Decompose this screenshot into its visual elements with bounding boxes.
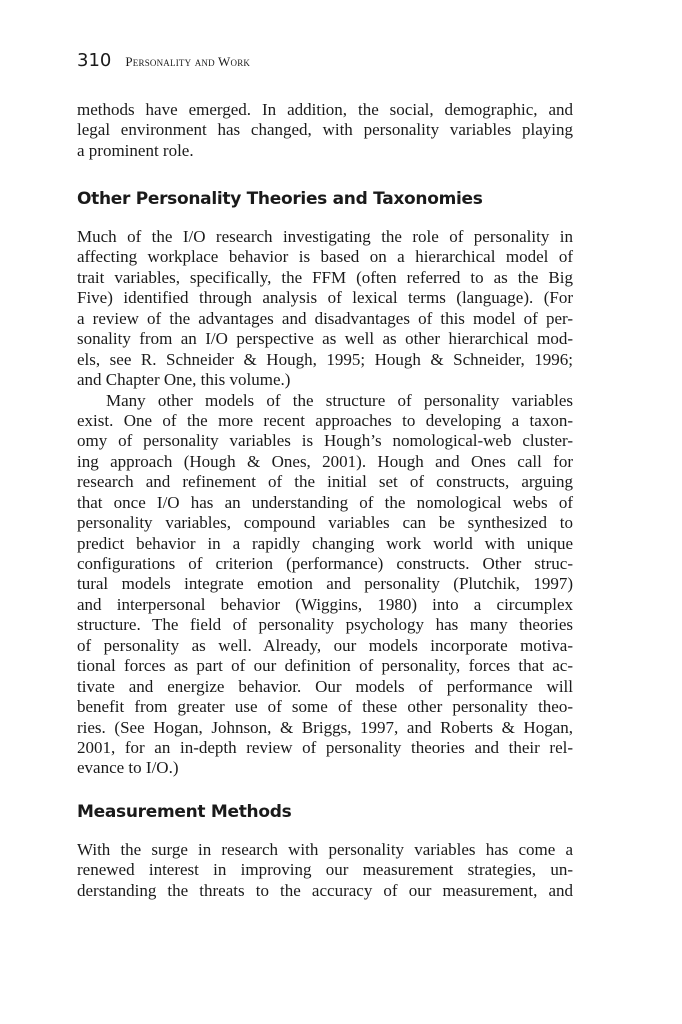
- text-line: els, see R. Schneider & Hough, 1995; Hough & Schneider, 1996;: [77, 349, 573, 369]
- text-line: exist. One of the more recent approaches to developing a taxon-: [77, 410, 573, 430]
- text-line: trait variables, specifically, the FFM (often referred to as the Big: [77, 267, 573, 287]
- text-line: Five) identified through analysis of lexical terms (language). (For: [77, 288, 573, 308]
- text-line: Many other models of the structure of personality variables: [106, 390, 573, 410]
- text-line: and Chapter One, this volume.): [77, 370, 291, 390]
- paragraph: [77, 227, 573, 391]
- section-body-measurement-methods: [77, 840, 573, 901]
- paragraph: [77, 391, 573, 779]
- text-line: configurations of criterion (performance) constructs. Other struc-: [77, 554, 573, 573]
- text-line: methods have emerged. In addition, the social, demographic, and: [77, 100, 573, 119]
- text-line: tional forces as part of our definition of personality, forces that ac-: [77, 656, 573, 676]
- running-header: [77, 50, 250, 71]
- page-number: 310: [77, 50, 112, 71]
- text-line: tivate and energize behavior. Our models of performance will: [77, 676, 573, 696]
- text-line: benefit from greater use of some of these other personality theo-: [77, 697, 573, 717]
- text-line: ing approach (Hough & Ones, 2001). Hough and Ones call for: [77, 451, 573, 471]
- text-line: of personality as well. Already, our models incorporate motiva-: [77, 635, 573, 655]
- text-line: affecting workplace behavior is based on a hierarchical model of: [77, 247, 573, 267]
- text-line: and interpersonal behavior (Wiggins, 1980) into a circumplex: [77, 594, 573, 614]
- text-line: tural models integrate emotion and personality (Plutchik, 1997): [77, 574, 573, 594]
- running-title: Personality and Work: [125, 54, 251, 69]
- section-heading-other-theories: Other Personality Theories and Taxonomies: [77, 189, 483, 209]
- text-line: predict behavior in a rapidly changing work world with unique: [77, 533, 573, 553]
- section-heading-measurement-methods: Measurement Methods: [77, 802, 292, 822]
- text-line: derstanding the threats to the accuracy of our measurement, and: [77, 880, 573, 900]
- paragraph-intro: [77, 100, 573, 161]
- text-line: evance to I/O.): [77, 758, 179, 778]
- text-line: a review of the advantages and disadvantages of this model of per-: [77, 308, 573, 328]
- text-line: personality variables, compound variables can be synthesized to: [77, 513, 573, 533]
- text-line: a prominent role.: [77, 140, 194, 160]
- text-line: ries. (See Hogan, Johnson, & Briggs, 1997, and Roberts & Hogan,: [77, 717, 573, 737]
- text-line: omy of personality variables is Hough’s nomological-web cluster-: [77, 431, 573, 451]
- text-line: research and refinement of the initial set of constructs, arguing: [77, 472, 573, 492]
- text-line: With the surge in research with personality variables has come a: [77, 840, 573, 859]
- text-line: legal environment has changed, with personality variables playing: [77, 120, 573, 140]
- text-line: renewed interest in improving our measurement strategies, un-: [77, 860, 573, 880]
- section-body-other-theories: [77, 227, 573, 779]
- text-line: 2001, for an in-depth review of personality theories and their rel-: [77, 737, 573, 757]
- text-line: structure. The field of personality psychology has many theories: [77, 615, 573, 635]
- text-line: Much of the I/O research investigating the role of personality in: [77, 227, 573, 246]
- text-line: sonality from an I/O perspective as well as other hierarchical mod-: [77, 329, 573, 349]
- text-line: that once I/O has an understanding of the nomological webs of: [77, 492, 573, 512]
